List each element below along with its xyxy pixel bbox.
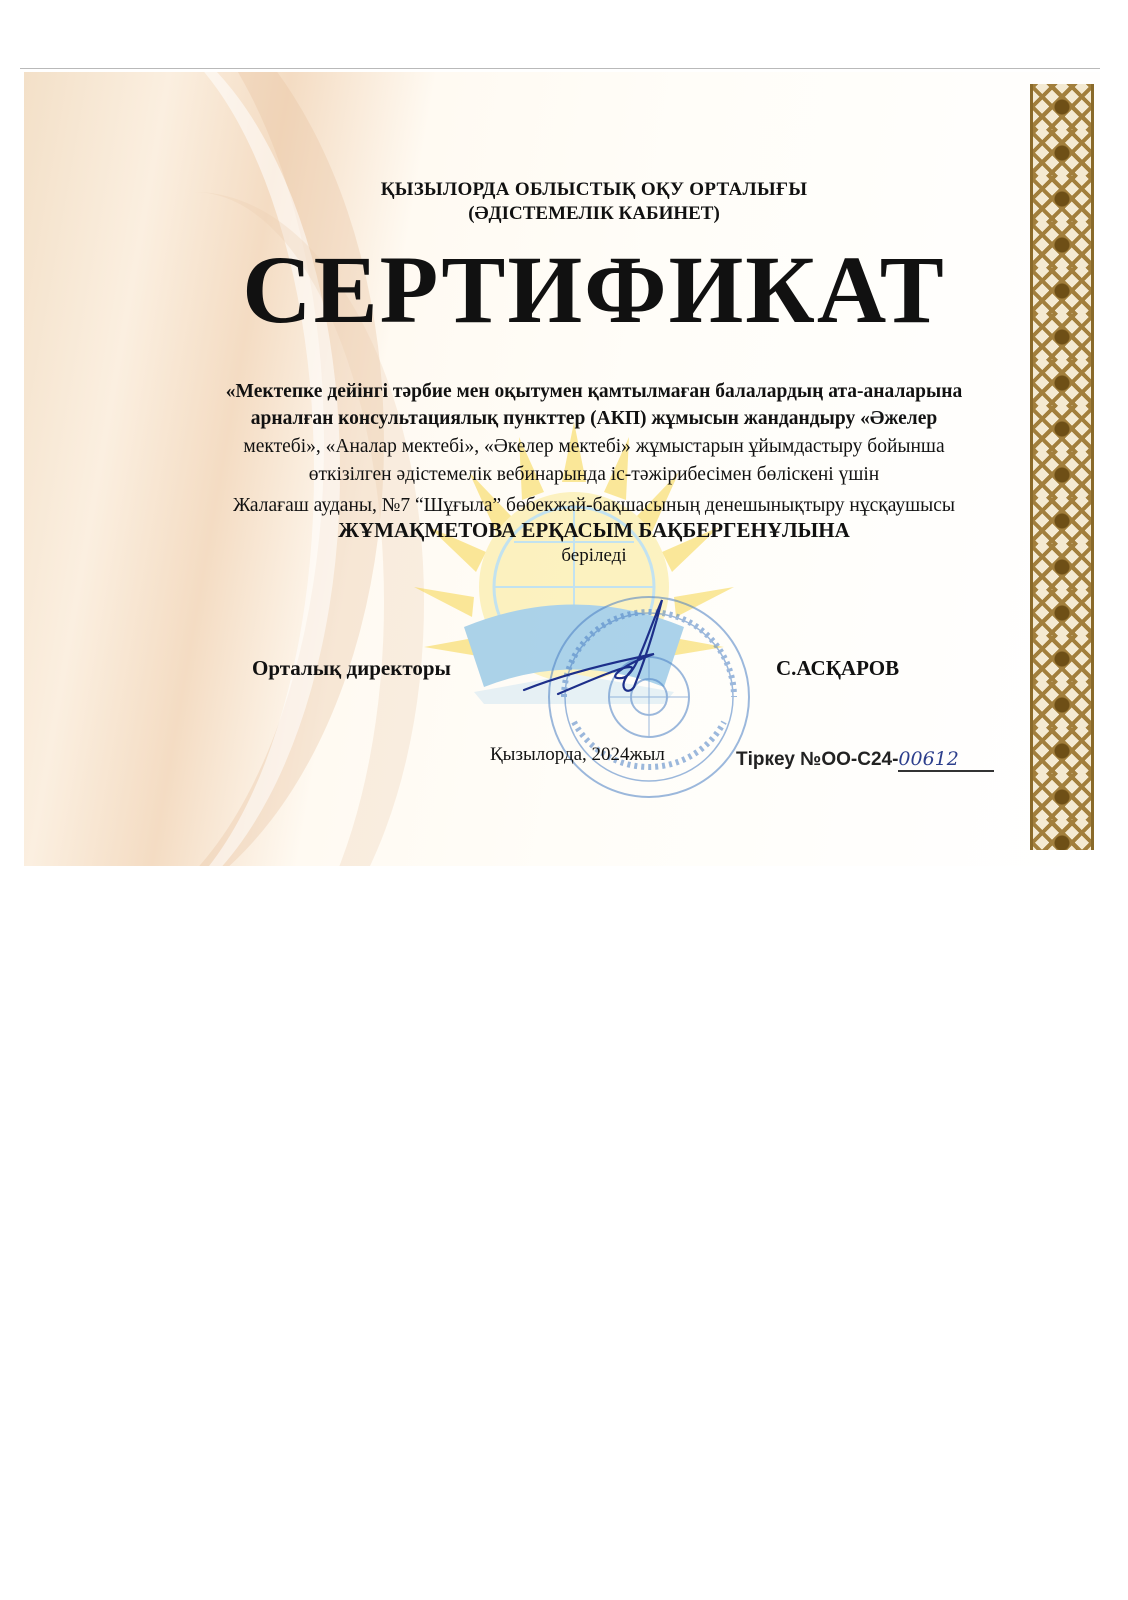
signature	[504, 592, 704, 712]
body-line: өткізілген әдістемелік вебинарында іс-тәжірибесімен бөліскені үшін	[308, 464, 880, 485]
body-line: арналған консультациялық пункттер (АКП) жұмысын жандандыру «Әжелер	[250, 408, 938, 429]
registration-prefix: Тіркеу №ОО-С24-	[736, 749, 899, 770]
body-line: мектебі», «Аналар мектебі», «Әкелер мектебі» жұмыстарын ұйымдастыру бойынша	[243, 436, 945, 457]
registration-handwritten-number: 00612	[898, 748, 994, 772]
page-edge-line	[20, 68, 1100, 69]
recipient-name: ЖҰМАҚМЕТОВА ЕРҚАСЫМ БАҚБЕРГЕНҰЛЫНА	[338, 518, 850, 542]
director-label: Орталық директоры	[252, 656, 451, 680]
certificate-title: СЕРТИФИКАТ	[242, 236, 946, 343]
body-line: Жалағаш ауданы, №7 “Шұғыла” бөбекжай-бақшасының денешынықтыру нұсқаушысы	[232, 495, 956, 516]
organization-subtitle: (ӘДІСТЕМЕЛІК КАБИНЕТ)	[468, 203, 720, 224]
organization-name: ҚЫЗЫЛОРДА ОБЛЫСТЫҚ ОҚУ ОРТАЛЫҒЫ	[380, 179, 808, 200]
given-word: беріледі	[561, 545, 627, 566]
body-line: «Мектепке дейінгі тәрбие мен оқытумен қамтылмаған балалардың ата-аналарына	[225, 381, 963, 402]
place-year: Қызылорда, 2024жыл	[490, 744, 665, 765]
director-name: С.АСҚАРОВ	[776, 656, 900, 680]
certificate	[24, 72, 1100, 866]
registration-number	[736, 748, 994, 772]
